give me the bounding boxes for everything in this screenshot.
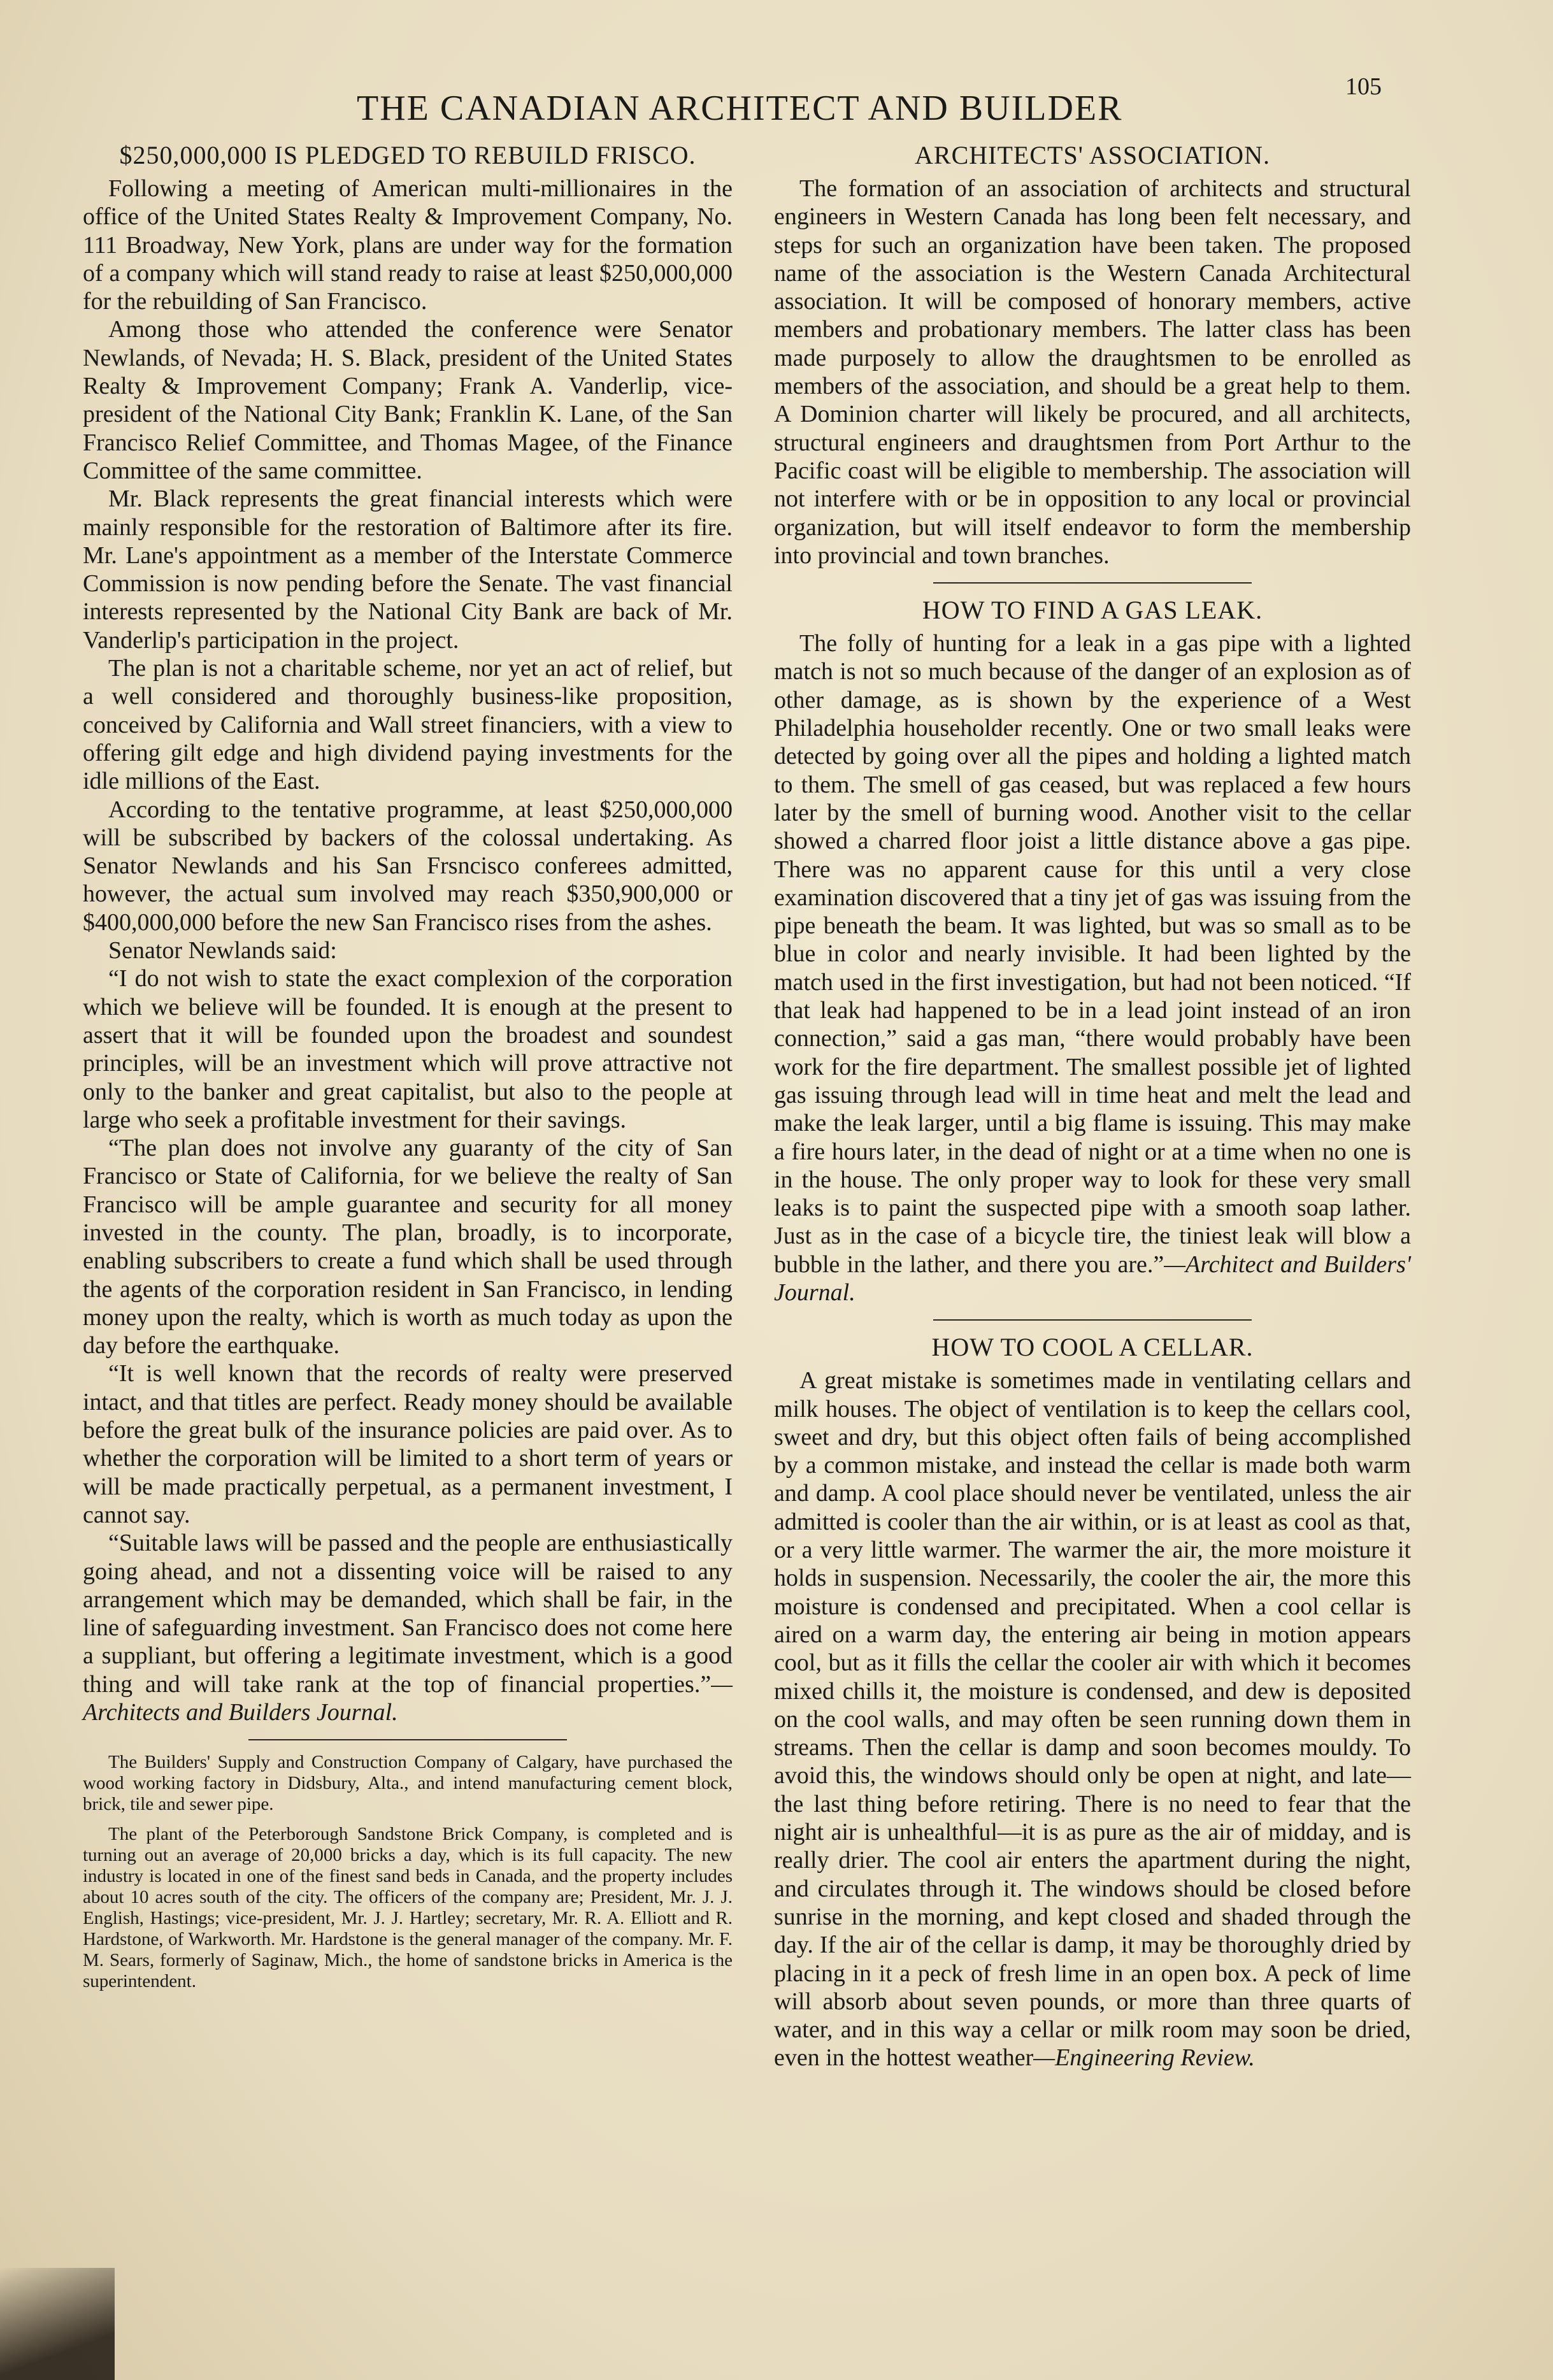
paragraph <box>774 629 1411 1307</box>
article-title: HOW TO COOL A CELLAR. <box>931 1333 1254 1362</box>
news-note: The Builders' Supply and Construction Company of Calgary, have purchased the wood working factory in Didsbury, Alta., and intend manufacturing cement block, brick, tile and sewer pipe. <box>83 1752 733 1815</box>
paragraph-text: A great mistake is sometimes made in ventilating cellars and milk houses. The object of ventilation is to keep the cellars cool, sweet and dry, but this object often fails of being accomplished by a common mistake, and instead the cellar is made both warm and damp. A cool place should never be ventilated, unless the air admitted is cooler than the air within, or is at least as cool as that, or a very little warmer. The warmer the air, the more moisture it holds in suspension. Necessarily, the cooler the air, the more this moisture is condensed and precipitated. When a cool cellar is aired on a warm day, the entering air being in motion appears cool, but as it fills the cellar the cooler air with which it becomes mixed chills it, the moisture is condensed, and dew is deposited on the cool walls, and may often be seen running down them in streams. Then the cellar is damp and soon becomes mouldy. To avoid this, the windows should only be open at night, and late—the last thing before retiring. There is no need to fear that the night air is unhealthful—it is as pure as the air of midday, and is really drier. The cool air enters the apartment during the night, and circulates through it. The windows should be closed before sunrise in the morning, and kept closed and shaded through the day. If the air of the cellar is damp, it may be thoroughly dried by placing in it a peck of fresh lime in an open box. A peck of lime will absorb about seven pounds, or more than three quarts of water, and in this way a cellar or milk room may soon be dried, even in the hottest weather <box>774 1367 1411 2072</box>
paragraph <box>83 1529 733 1726</box>
divider <box>248 1739 567 1740</box>
paragraph: Among those who attended the conference were Senator Newlands, of Nevada; H. S. Black, president of the United States Realty & Improvement Company; Frank A. Vanderlip, vice-president of the National City Bank; Franklin K. Lane, of the San Francisco Relief Committee, and Thomas Magee, of the Finance Committee of the same committee. <box>83 316 733 484</box>
right-column <box>774 140 1411 2072</box>
paragraph-text: “Suitable laws will be passed and the people are enthusiastically going ahead, and not a dissenting voice will be raised to any arrangement which may be demanded, which shall be fair, in the line of safeguarding investment. San Francisco does not come here a suppliant, but offering a legitimate investment, which is a good thing and will take rank at the top of financial properties.” <box>83 1530 733 1698</box>
paragraph: The plan is not a charitable scheme, nor yet an act of relief, but a well considered and thoroughly business-like proposition, conceived by California and Wall street financiers, with a view to offering gilt edge and high dividend paying investments for the idle millions of the East. <box>83 655 733 795</box>
paragraph <box>774 1366 1411 2072</box>
divider <box>933 582 1252 584</box>
paragraph: Senator Newlands said: <box>108 937 337 964</box>
paragraph: According to the tentative programme, at least $250,000,000 will be subscribed by backers of the colossal undertaking. As Senator Newlands and his San Frsncisco conferees admitted, however, the actual sum involved may reach $350,900,000 or $400,000,000 before the new San Francisco rises from the ashes. <box>83 796 733 936</box>
article-source: —Engineering Review. <box>1033 2044 1255 2072</box>
page-number: 105 <box>1345 73 1382 100</box>
article-title: $250,000,000 IS PLEDGED TO REBUILD FRISCO. <box>119 141 696 169</box>
paragraph: The formation of an association of architects and structural engineers in Western Canada has long been felt necessary, and steps for such an organization have been taken. The proposed name of the association is the Western Canada Architectural association. It will be composed of honorary members, active members and probationary members. The latter class has been made purposely to allow the draughtsmen to be enrolled as members of the association, and should be a great help to them. A Dominion charter will likely be procured, and all architects, structural engineers and draughtsmen from Port Arthur to the Pacific coast will be eligible to membership. The association will not interfere with or be in opposition to any local or provincial organization, but will itself endeavor to form the membership into provincial and town branches. <box>774 175 1411 569</box>
article-title: HOW TO FIND A GAS LEAK. <box>922 596 1263 625</box>
news-note: The plant of the Peterborough Sandstone Brick Company, is completed and is turning out an average of 20,000 bricks a day, which is its full capacity. The new industry is located in one of the finest sand beds in Canada, and the property includes about 10 acres south of the city. The officers of the company are; President, Mr. J. J. English, Hastings; vice-president, Mr. J. J. Hartley; secretary, Mr. R. A. Elliott and R. Hardstone, of Warkworth. Mr. Hardstone is the general manager of the company. Mr. F. M. Sears, formerly of Saginaw, Mich., the home of sandstone bricks in America is the superintendent. <box>83 1824 733 1992</box>
paragraph: “It is well known that the records of realty were preserved intact, and that titles are perfect. Ready money should be available before the great bulk of the insurance policies are paid over. As to whether the corporation will be limited to a short term of years or will be made practically perpetual, as a permanent investment, I cannot say. <box>83 1360 733 1528</box>
binding-shadow <box>0 2268 115 2380</box>
paragraph: “I do not wish to state the exact complexion of the corporation which we believe will be founded. It is enough at the present to assert that it will be founded upon the broadest and soundest principles, will be an investment which will prove attractive not only to the banker and great capitalist, but also to the people at large who seek a profitable investment for their savings. <box>83 965 733 1133</box>
news-notes <box>83 1752 733 1992</box>
article-title: ARCHITECTS' ASSOCIATION. <box>915 141 1270 169</box>
paragraph-text: The folly of hunting for a leak in a gas pipe with a lighted match is not so much because of the danger of an explosion as of other damage, as is shown by the experience of a West Philadelphia householder recently. One or two small leaks were detected by going over all the pipes and holding a lighted match to them. The smell of gas ceased, but was replaced a few hours later by the smell of burning wood. Another visit to the cellar showed a charred floor joist a little distance above a gas pipe. There was no apparent cause for this until a very close examination discovered that a tiny jet of gas was issuing from the pipe beneath the beam. It was lighted, but was so small as to be blue in color and nearly invisible. It had been lighted by the match used in the first investigation, but had not been noticed. “If that leak had happened to be in a lead joint instead of an iron connection,” said a gas man, “there would probably have been work for the fire department. The smallest possible jet of lighted gas issuing through lead will in time heat and melt the lead and make the leak larger, until a big flame is issuing. This may make a fire hours later, in the dead of night or at a time when no one is in the house. The only proper way to look for these very small leaks is to paint the suspected pipe with a smooth soap lather. Just as in the case of a bicycle tire, the tiniest leak will blow a bubble in the lather, and there you are.” <box>774 630 1411 1278</box>
journal-title: THE CANADIAN ARCHITECT AND BUILDER <box>357 89 1123 128</box>
article-source: —Architects and Builders Journal. <box>83 1670 733 1726</box>
paragraph: Mr. Black represents the great financial interests which were mainly responsible for the restoration of Baltimore after its fire. Mr. Lane's appointment as a member of the Interstate Commerce Commission is now pending before the Senate. The vast financial interests represented by the National City Bank are back of Mr. Vanderlip's participation in the project. <box>83 485 733 654</box>
paragraph: “The plan does not involve any guaranty of the city of San Francisco or State of California, for we believe the realty of San Francisco will be ample guarantee and security for all money invested in the county. The plan, broadly, is to incorporate, enabling subscribers to create a fund which shall be used through the agents of the corporation resident in San Francisco, in lending money upon the realty, which is worth as much today as upon the day before the earthquake. <box>83 1135 733 1359</box>
left-column <box>83 140 733 2001</box>
article-source: —Architect and Builders' Journal. <box>774 1251 1412 1306</box>
paragraph: Following a meeting of American multi-millionaires in the office of the United States Realty & Improvement Company, No. 111 Broadway, New York, plans are under way for the formation of a company which will stand ready to raise at least $250,000,000 for the rebuilding of San Francisco. <box>83 175 733 315</box>
page-header <box>0 69 1553 139</box>
divider <box>933 1319 1252 1321</box>
